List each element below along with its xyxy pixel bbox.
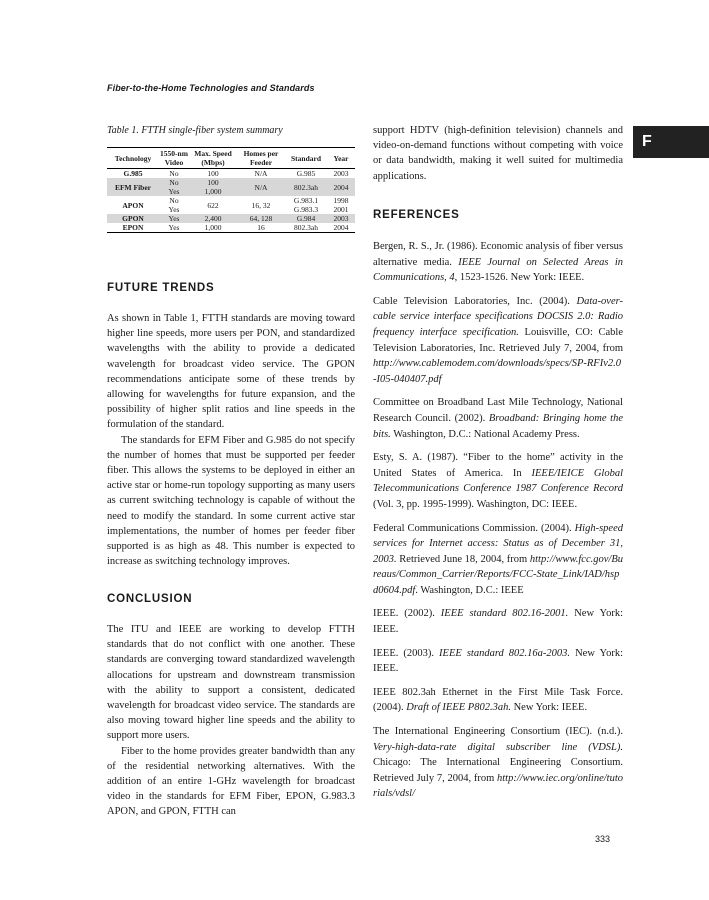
ref-text: Federal Communications Commission. (2004). bbox=[373, 522, 575, 534]
cell-speed bbox=[189, 178, 237, 196]
ref-text: Bergen, R. S., Jr. (1986). Economic analysis of fiber versus alternative media. bbox=[373, 241, 623, 268]
reference-item bbox=[373, 521, 623, 599]
ref-title: Data-over-cable service interface specifications DOCSIS 2.0: Radio frequency interface specification. bbox=[373, 295, 623, 338]
ref-text: New York: IEEE. bbox=[373, 647, 623, 675]
cell-homes: 16, 32 bbox=[251, 200, 271, 210]
references-heading: REFERENCES bbox=[373, 209, 460, 221]
paragraph: support HDTV (high-definition television) channels and video-on-demand functions without competing with voice or data bandwidth, making it well suited for multimedia applications. bbox=[373, 125, 623, 182]
header-speed-top: Max. Speed bbox=[194, 149, 232, 158]
table-header-row bbox=[107, 148, 355, 169]
ref-text: IEEE. (2003). bbox=[373, 647, 440, 659]
table-caption: Table 1. FTTH single-fiber system summary bbox=[107, 125, 283, 136]
reference-item bbox=[373, 606, 623, 637]
ref-title: IEEE Journal on Selected Areas in Communications, 4 bbox=[373, 256, 624, 284]
paragraph: Fiber to the home provides greater bandwidth than any of the residential networking alternatives. With the addition of an entire 1-GHz wavelength for broadcast video in the standards for EFM Fiber, EPON, G.983.3 APON, and GPON, FTTH can bbox=[107, 745, 355, 818]
cell-standard bbox=[285, 214, 327, 223]
ref-text: The International Engineering Consortium (IEC). (n.d.). bbox=[373, 726, 623, 738]
cell-speed bbox=[189, 169, 237, 179]
ref-url-link[interactable]: http://www.fcc.gov/Bureaus/Common_Carrier/Reports/FCC-State_Link/IAD/hspd0604.pdf bbox=[373, 553, 623, 596]
cell-value: No bbox=[169, 196, 179, 205]
cell-year bbox=[327, 223, 355, 233]
cell-value: 802.3ah bbox=[294, 223, 318, 232]
cell-value: 802.3ah bbox=[294, 182, 318, 192]
ref-title: Broadband: Bringing home the bits. bbox=[373, 412, 623, 440]
cell-speed bbox=[189, 214, 237, 223]
cell-speed bbox=[189, 223, 237, 233]
ref-text: New York: IEEE. bbox=[510, 702, 588, 714]
references-list bbox=[373, 239, 623, 810]
cell-video bbox=[159, 169, 189, 179]
cell-standard bbox=[285, 223, 327, 233]
cell-year bbox=[327, 196, 355, 214]
header-speed-bottom: (Mbps) bbox=[201, 158, 225, 167]
cell-value: G.983.1 bbox=[293, 196, 319, 205]
ref-title: High-speed services for Internet access: Status as of December 31, 2003. bbox=[373, 522, 623, 565]
header-speed bbox=[189, 148, 237, 169]
cell-technology: G.985 bbox=[123, 169, 143, 178]
future-trends-body bbox=[107, 311, 355, 569]
reference-item bbox=[373, 685, 623, 716]
page-number: 333 bbox=[595, 834, 611, 844]
header-technology: Technology bbox=[114, 153, 152, 163]
ref-text: IEEE 802.3ah Ethernet in the First Mile Task Force. (2004). bbox=[373, 686, 623, 714]
ref-text: New York: IEEE. bbox=[373, 608, 623, 636]
cell-value: 622 bbox=[207, 200, 219, 210]
ref-text: Committee on Broadband Last Mile Technology, National Research Council. (2002). bbox=[373, 397, 623, 424]
ftth-summary-table bbox=[107, 147, 355, 233]
reference-item bbox=[373, 239, 623, 286]
cell-value: 1,000 bbox=[204, 187, 222, 196]
header-homes-bottom: Feeder bbox=[249, 158, 273, 167]
cell-value: 2004 bbox=[333, 223, 349, 232]
cell-value: 100 bbox=[207, 178, 219, 187]
cell-speed bbox=[189, 196, 237, 214]
cell-value: G.985 bbox=[296, 169, 316, 178]
cell-value: Yes bbox=[168, 214, 180, 223]
cell-value: 2001 bbox=[333, 205, 349, 214]
future-trends-heading: FUTURE TRENDS bbox=[107, 282, 215, 294]
ref-text: Esty, S. A. (1987). “Fiber to the home” activity in the United States of America. In bbox=[373, 452, 623, 479]
ref-title: IEEE standard 802.16-2001. bbox=[440, 608, 569, 620]
cell-standard bbox=[285, 196, 327, 214]
header-year: Year bbox=[333, 153, 349, 163]
cell-value: Yes bbox=[168, 187, 180, 196]
ref-text: Cable Television Laboratories, Inc. (2004). bbox=[373, 295, 577, 307]
cell-technology: APON bbox=[122, 200, 144, 210]
table-row bbox=[107, 169, 355, 179]
cell-video bbox=[159, 223, 189, 233]
reference-item bbox=[373, 294, 623, 388]
cell-homes: 16 bbox=[257, 223, 265, 232]
ref-text: Louisville, CO: Cable Television Laboratories, Inc. Retrieved July 7, 2004, from bbox=[373, 326, 624, 354]
cell-value: No bbox=[169, 169, 179, 178]
cell-value: Yes bbox=[168, 205, 180, 214]
cell-video bbox=[159, 214, 189, 223]
cell-video bbox=[159, 178, 189, 196]
ref-text: (Vol. 3, pp. 1995-1999). Washington, DC: IEEE. bbox=[373, 498, 578, 510]
cell-value: G.984 bbox=[296, 214, 316, 223]
cell-value: 2004 bbox=[333, 182, 349, 192]
cell-value: 100 bbox=[207, 169, 219, 178]
cell-technology: GPON bbox=[107, 214, 159, 223]
cell-standard bbox=[285, 169, 327, 179]
section-tab-marker: F bbox=[633, 126, 709, 158]
cell-value: 2,400 bbox=[204, 214, 222, 223]
reference-item bbox=[373, 646, 623, 677]
table-row bbox=[107, 196, 355, 214]
cell-year bbox=[327, 178, 355, 196]
header-video-top: 1550-nm bbox=[160, 149, 188, 158]
cell-year bbox=[327, 214, 355, 223]
cell-value: G.983.3 bbox=[293, 205, 319, 214]
ref-text: Retrieved June 18, 2004, from bbox=[396, 553, 530, 565]
conclusion-body bbox=[107, 622, 355, 820]
cell-value: Yes bbox=[168, 223, 180, 232]
ref-text: Chicago: The International Engineering Consortium. Retrieved July 7, 2004, from bbox=[373, 757, 623, 784]
header-homes bbox=[237, 148, 285, 169]
cell-video bbox=[159, 196, 189, 214]
header-video bbox=[159, 148, 189, 169]
ref-title: Very-high-data-rate digital subscriber line (VDSL). bbox=[373, 741, 623, 753]
paragraph: As shown in Table 1, FTTH standards are moving toward higher line speeds, more users per PON, and standardized wavelengths with the ability to provide a dedicated wavelength for broadcast video service. The GPON recommendations anticipate some of these trends by allowing for wavelengths for future expansion, and the possibility of higher split ratios and line speeds in the formulation of the standard. bbox=[107, 313, 355, 431]
conclusion-heading: CONCLUSION bbox=[107, 593, 193, 605]
cell-homes: 64, 128 bbox=[237, 214, 285, 223]
cell-value: 1998 bbox=[333, 196, 349, 205]
paragraph: The ITU and IEEE are working to develop FTTH standards that do not conflict with one another. These standards are converging toward standardized wavelength allocations for upstream and downstream transmission with the ability to support a consistent, dedicated wavelength for broadcast video service. The standards are also moving toward higher line speeds and the ability to support more users. bbox=[107, 624, 355, 742]
ref-text: Washington, D.C.: National Academy Press. bbox=[390, 428, 580, 440]
cell-technology: EFM Fiber bbox=[107, 178, 159, 196]
table-row bbox=[107, 178, 355, 196]
cell-value: 2003 bbox=[333, 214, 349, 223]
ref-text: IEEE. (2002). bbox=[373, 608, 441, 620]
cell-value: No bbox=[169, 178, 179, 187]
reference-item bbox=[373, 450, 623, 512]
running-head: Fiber-to-the-Home Technologies and Standards bbox=[107, 83, 315, 93]
ref-url-link[interactable]: http://www.iec.org/online/tutorials/vdsl/ bbox=[373, 772, 623, 800]
ref-text: , 1523-1526. New York: IEEE. bbox=[454, 272, 585, 284]
cell-value: 2003 bbox=[333, 169, 349, 178]
cell-homes: N/A bbox=[254, 169, 268, 178]
header-homes-top: Homes per bbox=[243, 149, 279, 158]
reference-item bbox=[373, 724, 623, 802]
continuation-paragraph bbox=[373, 123, 623, 184]
table-row bbox=[107, 223, 355, 233]
cell-technology: EPON bbox=[122, 223, 144, 232]
ref-text: . Washington, D.C.: IEEE bbox=[415, 584, 524, 596]
cell-year bbox=[327, 169, 355, 179]
table-row bbox=[107, 214, 355, 223]
cell-standard bbox=[285, 178, 327, 196]
ref-url-link[interactable]: http://www.cablemodem.com/downloads/specs/SP-RFIv2.0-I05-040407.pdf bbox=[373, 358, 621, 385]
ref-title: Draft of IEEE P802.3ah. bbox=[406, 702, 511, 714]
header-video-bottom: Video bbox=[164, 158, 184, 167]
ref-title: IEEE standard 802.16a-2003. bbox=[439, 647, 571, 659]
header-standard: Standard bbox=[290, 153, 321, 163]
ref-title: IEEE/IEICE Global Telecommunications Conference 1987 Conference Record bbox=[373, 467, 623, 495]
paragraph: The standards for EFM Fiber and G.985 do not specify the number of homes that must be supported per feeder fiber. This allows the systems to be deployed in either an active star or home-run topology supporting as many users as current switching technology is capable of without the need to modify the standard. In some current active star implementations, the number of homes per feeder fiber supported is as high as 48. This number is expected to increase as switching technology improves. bbox=[107, 434, 355, 568]
cell-value: 1,000 bbox=[204, 223, 222, 232]
cell-homes: N/A bbox=[237, 178, 285, 196]
reference-item bbox=[373, 395, 623, 442]
